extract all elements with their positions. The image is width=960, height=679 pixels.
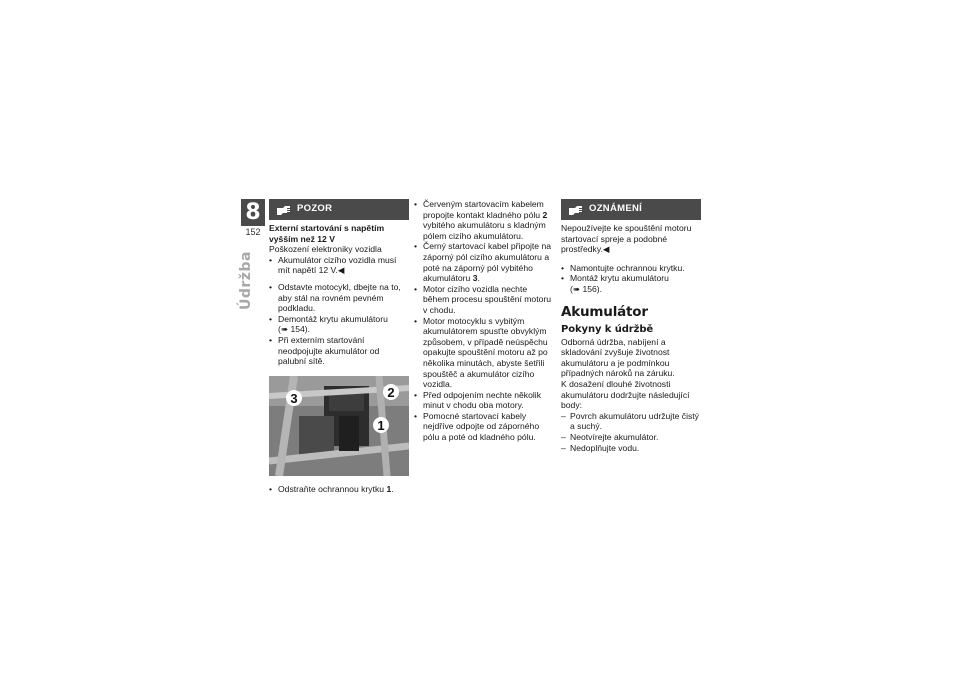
list-item-end: . [477,273,480,284]
list-item: • Akumulátor cizího vozidla musí mít napětí 12 V.◀ [269,255,409,276]
list-item [269,484,409,495]
caution-label: POZOR [297,203,333,215]
list-item-end: . [391,483,394,494]
page-number: 152 [245,227,261,237]
page-reference: (➠ 156). [570,283,603,294]
caution-banner [269,199,409,220]
chapter-title: Údržba [238,251,254,310]
figure-label-2: 2 [387,384,395,400]
figure-label-1: 1 [377,417,385,433]
list-item: • Odstavte motocykl, dbejte na to, aby stál na rovném pevném podkladu. [269,282,409,314]
list-item [561,273,701,294]
list-item: • Před odpojením nechte několik minut v chodu oba motory. [414,390,554,411]
notice-banner [561,199,701,220]
list-item-text: Odstraňte ochrannou krytku [278,483,385,494]
part-number: 1 [386,483,392,494]
list-item: • Při externím startování neodpojujte akumulátor od palubní sítě. [269,335,409,367]
list-item: – Povrch akumulátoru udržujte čistý a suchý. [561,411,701,432]
section-heading: Externí startování s napětím vyšším než 12 V [269,223,385,244]
notice-text: Nepoužívejte ke spouštění motoru startovací spreje a podobné prostředky.◀ [561,223,692,255]
paragraph: Odborná údržba, nabíjení a skladování zvyšuje životnost akumulátoru a je podmínkou případných nároků na záruku. [561,336,675,379]
list-item-text: Montáž krytu akumulátoru [570,273,669,284]
notice-hand-icon [569,205,583,215]
list-item-text: Demontáž krytu akumulátoru [278,313,388,324]
list-item-text: Černý startovací kabel připojte na záporný pól cizího akumulátoru a poté na záporný pól vybitého akumulátoru [423,241,552,284]
intro-text: Poškození elektroniky vozidla [269,244,382,255]
list-item: • Motor motocyklu s vybitým akumulátorem spusťte obvyklým způsobem, v případě neúspěchu opakujte spouštění motoru až po několika minutách, abyste šetřili spouštěč a akumulátor cizího vozidla. [414,316,554,390]
part-number: 3 [472,273,478,284]
list-item [414,241,554,283]
list-item: • Motor cizího vozidla nechte během procesu spouštění motoru v chodu. [414,284,554,316]
list-item: – Nedoplňujte vodu. [561,443,701,454]
battery-photo [269,376,409,476]
list-item: • Namontujte ochrannou krytku. [561,263,701,274]
section-heading: Akumulátor [561,303,648,320]
figure-label-3: 3 [290,390,298,406]
page-reference: (➠ 154). [278,324,311,335]
subsection-heading: Pokyny k údržbě [561,323,654,335]
list-item [414,199,554,241]
notice-label: OZNÁMENÍ [589,203,643,215]
column-3 [561,199,701,453]
list-item [269,314,409,335]
chapter-number: 8 [241,199,265,226]
battery-photo-illustration [269,376,409,476]
paragraph: K dosažení dlouhé životnosti akumulátoru dodržujte následující body: [561,378,690,411]
list-item: • Pomocné startovací kabely nejdříve odpojte od záporného pólu a poté od kladného pólu. [414,411,554,443]
column-1 [269,199,409,494]
list-item: – Neotvírejte akumulátor. [561,432,701,443]
list-item-text: vybitého akumulátoru s kladným pólem cizího akumulátoru. [423,220,546,241]
list-item-text: Červeným startovacím kabelem propojte kontakt kladného pólu [423,199,544,220]
caution-hand-icon [277,205,291,215]
part-number: 2 [542,209,548,220]
column-2 [414,199,554,443]
